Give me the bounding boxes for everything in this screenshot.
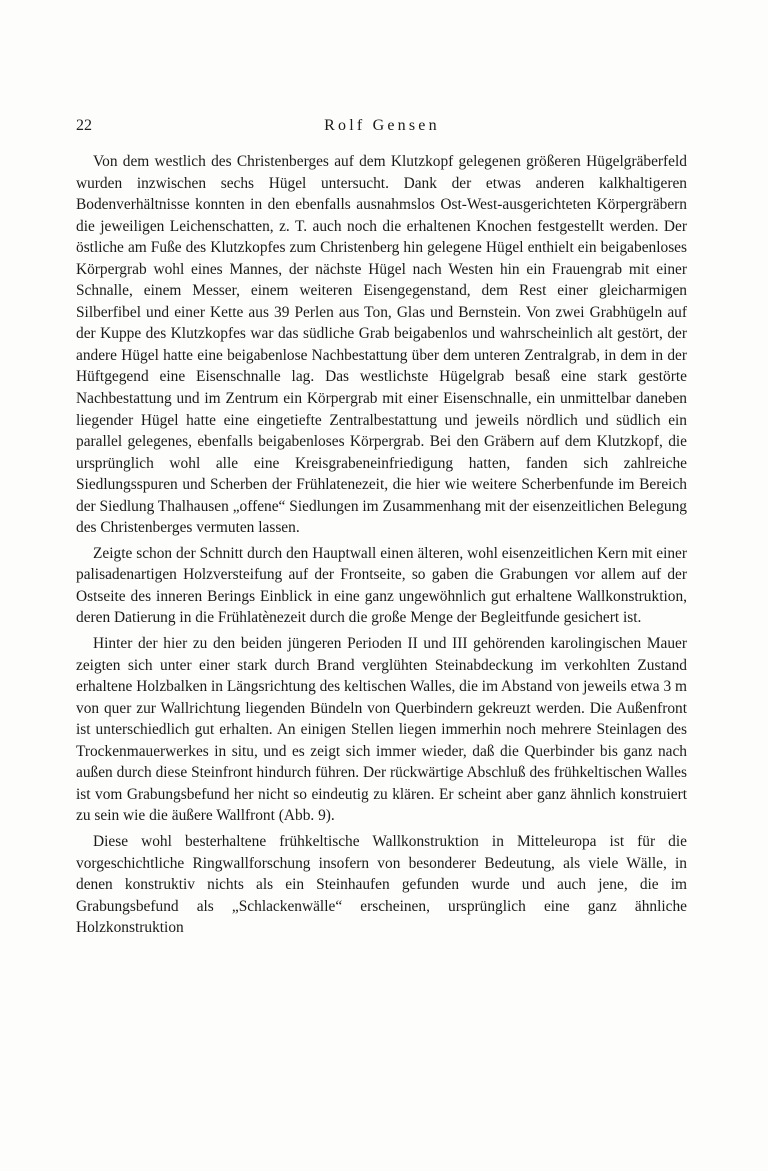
page-header [76,117,688,139]
paragraph-4: Diese wohl besterhaltene frühkeltische Wallkonstruktion in Mitteleuropa ist für die vorgeschichtliche Ringwallforschung insofern von besonderer Bedeutung, als viele Wälle, in denen konstruktiv nichts als ein Steinhaufen gefunden wurde und auch jene, die im Grabungsbefund als „Schlackenwälle“ erscheinen, ursprünglich eine ganz ähnliche Holzkonstruktion [76,832,687,937]
body-text [76,151,687,943]
page-number: 22 [76,117,92,134]
paragraph-2: Zeigte schon der Schnitt durch den Hauptwall einen älteren, wohl eisenzeitlichen Kern mit einer palisadenartigen Holzversteifung auf der Frontseite, so gaben die Grabungen vor allem auf der Ostseite des inneren Berings Einblick in eine ganz ungewöhnlich gut erhaltene Wallkonstruktion, deren Datierung in die Frühlatènezeit durch die große Menge der Begleitfunde gesichert ist. [76,544,687,627]
paragraph-1: Von dem westlich des Christenberges auf dem Klutzkopf gelegenen größeren Hügelgräberfeld wurden inzwischen sechs Hügel untersucht. Dank der etwas anderen kalkhaltigeren Bodenverhältnisse konnten in den ebenfalls ausnahmslos Ost-West-ausgerichteten Körpergräbern die jeweiligen Leichenschatten, z. T. auch noch die erhaltenen Knochen festgestellt werden. Der östliche am Fuße des Klutzkopfes zum Christenberg hin gelegene Hügel enthielt ein beigabenloses Körpergrab wohl eines Mannes, der nächste Hügel nach Westen hin ein Frauengrab mit einer Schnalle, einem Messer, einem weiteren Eisengegenstand, dem Rest einer gleicharmigen Silberfibel und einer Kette aus 39 Perlen aus Ton, Glas und Bernstein. Von zwei Grabhügeln auf der Kuppe des Klutzkopfes war das südliche Grab beigabenlos und wahrscheinlich alt gestört, der andere Hügel hatte eine beigabenlose Nachbestattung über dem unteren Zentralgrab, in dem in der Hüftgegend eine Eisenschnalle lag. Das westlichste Hügelgrab besaß eine stark gestörte Nachbestattung und im Zentrum ein Körpergrab mit einer Eisenschnalle, ein unmittelbar daneben liegender Hügel hatte eine eingetiefte Zentralbestattung und jeweils nördlich und südlich ein parallel gelegenes, ebenfalls beigabenloses Körpergrab. Bei den Gräbern auf dem Klutzkopf, die ursprünglich wohl alle eine Kreisgrabeneinfriedigung hatten, fanden sich zahlreiche Siedlungsspuren und Scherben der Frühlatenezeit, die hier wie weitere Scherbenfunde im Bereich der Siedlung Thalhausen „offene“ Siedlungen im Zusammenhang mit der eisenzeitlichen Belegung des Christenberges vermuten lassen. [76,153,687,537]
running-head-author: Rolf Gensen [324,117,440,134]
paragraph-3: Hinter der hier zu den beiden jüngeren Perioden II und III gehörenden karolingischen Mauer zeigten sich unter einer stark durch Brand verglühten Steinabdeckung im verkohlten Zustand erhaltene Holzbalken in Längsrichtung des keltischen Walles, die im Abstand von jeweils etwa 3 m von quer zur Wallrichtung liegenden Bündeln von Querbindern gekreuzt werden. Die Außenfront ist unterschiedlich gut erhalten. An einigen Stellen liegen immerhin noch mehrere Steinlagen des Trockenmauerwerkes in situ, und es zeigt sich immer wieder, daß die Querbinder bis ganz nach außen durch diese Steinfront hindurch führen. Der rückwärtige Abschluß des frühkeltischen Walles ist vom Grabungsbefund her nicht so eindeutig zu klären. Er scheint aber ganz ähnlich konstruiert zu sein wie die äußere Wallfront (Abb. 9). [76,635,687,825]
